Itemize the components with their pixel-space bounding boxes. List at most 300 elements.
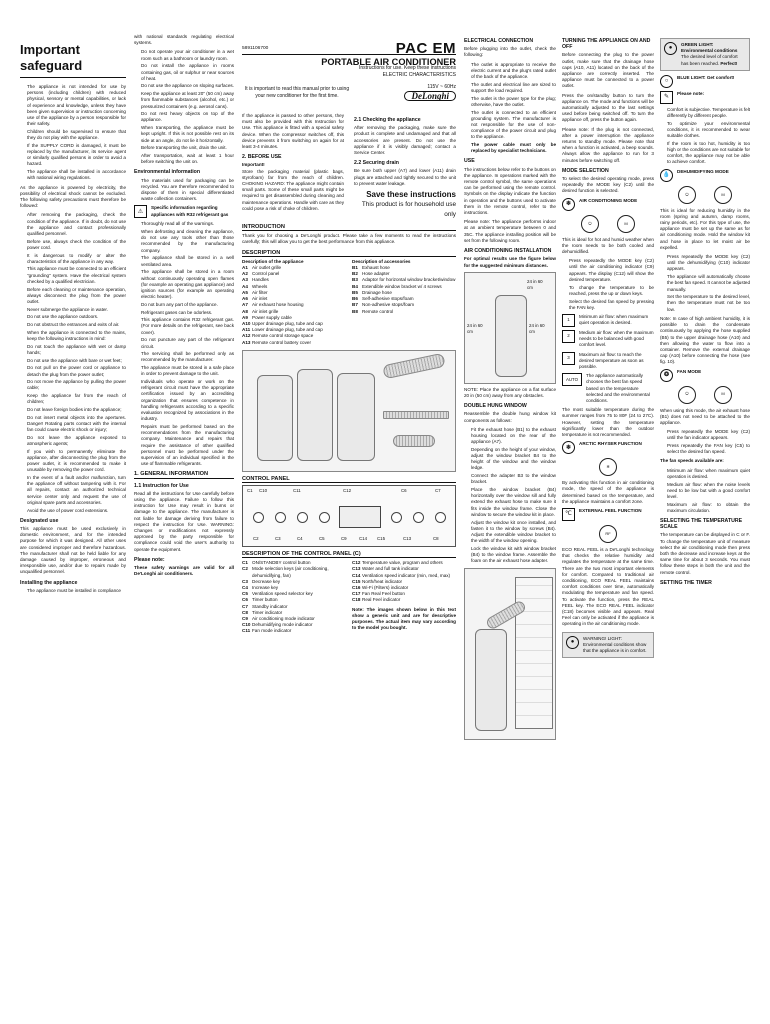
checking-title: 2.1 Checking the appliance	[354, 117, 421, 124]
item-code: C17	[352, 591, 361, 597]
item-label: Real Feel indicator	[362, 597, 401, 603]
warning-icon: ⚠	[134, 205, 147, 218]
double-hung-title: DOUBLE HUNG WINDOW	[464, 403, 527, 410]
item-code: C13	[352, 566, 361, 572]
list-item: • If the room is too hot, humidity is too high or the conditions are not suitable for comfort, the appliance may not be able to achieve comfort.	[667, 141, 750, 166]
list-item: • When defrosting and cleaning the appliance, do not use any tools other than those recommended by the manufacturing company.	[141, 229, 234, 254]
list-item: • Do not burn any part of the appliance.	[141, 302, 234, 308]
fan-list	[660, 429, 750, 455]
env-list	[134, 178, 234, 203]
manual-page	[20, 34, 750, 994]
list-item: • The materials used for packaging can be recycled. You are therefore recommended to dispose of them in special differentiated waste collection containers.	[141, 178, 234, 203]
panel-label: C5	[319, 535, 325, 541]
item-label: Self-adhesive stops/foam	[362, 296, 414, 302]
list-item: • If the SUPPLY CORD is damaged, it must be replaced by the manufacturer, its service agent or similarly qualified persons in order to avoid a hazard.	[27, 143, 126, 168]
list-item: • Fit the exhaust hose (B1) to the exhaust housing located on the rear of the appliance (A7).	[471, 427, 556, 446]
list-item: • Refrigerant gases can be odorless.	[141, 310, 234, 316]
list-item: • Medium air flow: when the noise levels need to be low but with a good comfort level.	[667, 482, 750, 501]
panel-description-title: DESCRIPTION OF THE CONTROL PANEL (C)	[242, 551, 456, 558]
paragraph: Before connecting the plug to the power outlet, make sure that the drainage hose caps (A10, A11) located on the back of the appliance are correctly inserted. The appliance must be connected to a power outlet.	[562, 52, 654, 89]
item-code: B7	[352, 302, 358, 308]
before-use-title: 2. BEFORE USE	[242, 154, 282, 161]
item-code: C16	[352, 584, 361, 590]
item-code: C12	[352, 560, 361, 566]
list-item: • The outlet and electrical line are sized to support the load required.	[471, 82, 556, 94]
unit-front-image	[257, 375, 293, 461]
list-item: • After removing the packaging, check the condition of the appliance. If in doubt, do not use the appliance and contact professionally qualified personnel.	[27, 212, 126, 237]
fan-speed-text: Maximum air flow: to reach the desired temperature as soon as possible.	[579, 351, 644, 369]
list-item: • The outlet is the power type for the plug; otherwise, have the outlet.	[471, 96, 556, 108]
installing-title: Installing the appliance	[20, 579, 78, 586]
item-label: Ventilation speed selector key	[252, 591, 313, 597]
item-label: Remote control	[362, 308, 394, 314]
item-label: Air inlet	[252, 296, 268, 302]
real-feel-title: EXTERNAL FEEL FUNCTION	[579, 507, 642, 513]
list-item: • The appliance shall be installed in accordance with national wiring regulations.	[27, 169, 126, 181]
list-item: • Children should be supervised to ensure that they do not play with the appliance.	[27, 129, 126, 141]
fan-speed-item	[562, 314, 654, 327]
light-indicator-icon: ●	[664, 42, 677, 55]
item-code: C15	[352, 578, 361, 584]
power-button-icon: ⏻	[678, 186, 696, 204]
panel-description-grid	[242, 560, 456, 634]
panel-button-icon	[253, 512, 264, 523]
item-label: Ventilation speed indicator (min, med, max)	[362, 572, 451, 578]
list-item: • Adjust the window kit once installed, and fasten it to the window by screws (B4). Adjust the extendible window bracket to the width of the window opening.	[471, 520, 556, 545]
fan-speed-icon: 1	[562, 314, 575, 327]
column-description	[242, 34, 456, 994]
unit-back-image	[337, 373, 375, 461]
note-icon: ✎	[660, 91, 673, 104]
designated-use-title: Designated use	[20, 517, 59, 524]
item-code: C5	[242, 591, 248, 597]
item-code: B3	[352, 277, 358, 283]
green-light-text: The desired level of comfort has been reached.	[681, 54, 738, 66]
list-item: • This appliance contains R32 refrigerant gas. (For more details on the refrigerant, see back cover).	[141, 317, 234, 336]
instructions-line: Instructions for use. Keep these instructions	[359, 65, 456, 72]
paragraph: Please note: The appliance performs indoor at an ambient temperature between 0 and 35C. The appliance installing position will be set from the following room.	[464, 219, 556, 243]
thermometer-icon: ℃	[562, 508, 575, 521]
item-label: ON/STANDBY control button	[252, 560, 311, 566]
list-item: • The power cable must only be replaced by specialist technicians.	[471, 142, 556, 154]
list-item: • Select the desired fan speed by pressing the FAN key.	[569, 299, 654, 311]
dehum-list	[660, 254, 750, 313]
item-label: Wi-Fi (Filters) indicator	[362, 584, 409, 590]
item-code: A8	[242, 308, 248, 314]
env-title: Environmental information	[134, 169, 201, 176]
item-code: A3	[242, 277, 248, 283]
list-item: • Do not move the appliance by pulling the power cable;	[27, 379, 126, 391]
paragraph: If the appliance is passed to other persons, they must also be provided with this Instruction for Use. This appliance is fitted with a special safety device. When the compressor switches off, this device prevents it from switching on again for at least 3-4 minutes.	[242, 113, 344, 150]
electrical-title: ELECTRICAL CONNECTION	[464, 38, 534, 44]
window-bracket-image	[383, 411, 449, 419]
item-label: Handles	[252, 277, 269, 283]
clearance-label: 24 in 60 cm	[529, 322, 545, 334]
paragraph: After removing the packaging, make sure the product is complete and undamaged and that all accessories are present. Do not use the appliance if it is visibly damaged; contact a Service Center.	[354, 125, 456, 156]
ac-mode-title: AIR CONDITIONING MODE	[579, 197, 638, 203]
fan-speed-icon: 3	[562, 352, 575, 365]
paragraph: This appliance must be used exclusively in domestic environment, and for the intended purpose for which it was designed. All other uses are considered improper and therefore hazardous. The manufacturer shall not be held liable for any damage caused by improper, erroneous and irresponsible use, and/or due to repairs made by unqualified personnel.	[20, 526, 126, 575]
item-label: Timer button	[252, 597, 278, 603]
fan-speed-list	[562, 314, 654, 404]
item-label: Air exhaust hose housing	[252, 302, 304, 308]
appliance-illustration	[242, 350, 456, 472]
r32-list	[134, 221, 234, 467]
item-label: Air filter	[252, 289, 268, 295]
ac-mode-header	[562, 198, 654, 211]
general-info-title: 1. GENERAL INFORMATION	[134, 471, 234, 478]
list-item: • Minimum air flow: when maximum quiet operation is desired.	[667, 468, 750, 480]
item-label: Remote control battery cover	[252, 339, 311, 345]
list-item: • After transportation, wait at least 1 hour before switching the unit on.	[141, 153, 234, 165]
list-item: • Do not insert metal objects into the apertures. Danger! Rotating parts contact with the internal fan could cause electric shock or injury;	[27, 415, 126, 434]
panel-label: C7	[435, 487, 441, 493]
snowflake-icon: ❄	[562, 198, 575, 211]
appliance-desc-title: Description of the appliance	[242, 258, 304, 264]
item-label: North/heat indicator	[362, 578, 403, 584]
model-code: 5891106700	[242, 46, 269, 51]
light-indicator-icon: ●	[566, 636, 579, 649]
item-label: Timer indicator	[252, 609, 283, 615]
paragraph: NOTE: Place the appliance on a flat surface 20 in (50 cm) away from any obstacles.	[464, 386, 556, 398]
paragraph: By activating this function in air conditioning mode, the speed of the appliance is determined based on the temperature, and the appliance maintains a comfort zone.	[562, 480, 654, 504]
securing-drain-title: 2.2 Securing drain	[354, 160, 399, 167]
accessory-item	[352, 309, 456, 315]
unit-side-image	[297, 369, 333, 461]
perfect-label: Perfect!	[720, 60, 738, 66]
panel-button-icon	[297, 512, 308, 523]
paragraph: The instructions below refer to the buttons on the appliance. In operations marked with the remote control symbol, the same operations can be performed using the remote control. Symbols on the display indicate the function in operation and the buttons used to activate them in the remote control, refer to the instructions.	[464, 166, 556, 216]
item-code: B2	[352, 271, 358, 277]
item-label: Air conditioning mode indicator	[252, 615, 315, 621]
item-code: A10	[242, 320, 251, 326]
panel-list-right	[352, 560, 456, 603]
blue-light-text: BLUE LIGHT: Get comfort!	[677, 74, 735, 80]
paragraph: Read all the instructions for Use carefully before using the appliance. Failure to follow this instruction for Use may result in burns or damage to the appliance. The manufacturer is not liable for damage deriving from failure to respect the instruction for Use. WARNING: Changes or modifications not expressly approved by the party responsible for compliance could void the user's authority to operate the equipment.	[134, 490, 234, 552]
item-label: Adaptor for horizontal window bracket/window	[362, 277, 456, 283]
column-operation	[562, 34, 654, 994]
item-code: A13	[242, 339, 251, 345]
clearance-diagram	[464, 272, 556, 384]
item-code: A1	[242, 265, 248, 271]
item-code: A9	[242, 314, 248, 320]
appliance-item	[242, 340, 346, 346]
list-item: • Do not leave the appliance exposed to atmospheric agents;	[27, 435, 126, 447]
item-label: Increase key	[252, 584, 279, 590]
item-code: B8	[352, 308, 358, 314]
timer-title: SETTING THE TIMER	[660, 579, 712, 586]
introduction-title: INTRODUCTION	[242, 224, 456, 231]
list-item: • Set the temperature to the desired level, then the temperature must not be too low.	[667, 294, 750, 313]
list-item: • Press repeatedly the MODE key (C2) until the fan indicator appears.	[667, 429, 750, 441]
item-code: C3	[242, 578, 248, 584]
safeguard-list-1	[20, 84, 126, 182]
brand-logo: DeLonghi	[404, 91, 456, 101]
panel-item	[242, 628, 346, 634]
household-note: This product is for household use only	[361, 201, 456, 219]
paragraph: As the appliance is powered by electricity, the possibility of electrical shock cannot be excluded. The following safety precautions must therefore be followed:	[20, 184, 126, 209]
item-label: Extendible window bracket w/ 4 screws	[362, 283, 442, 289]
item-code: A5	[242, 289, 248, 295]
list-item: • The appliance is not intended for use by persons (including children) with reduced physical, sensory or mental capabilities, or lack of experience and knowledge, unless they have been given supervision or instruction concerning use of the appliance by a person responsible for their safety.	[27, 84, 126, 127]
accessory-image	[393, 435, 435, 447]
item-label: Wheels	[252, 283, 268, 289]
list-item: • The outlet is connected to an efficient grounding system. The manufacturer is not responsible for the use of non-compliance of the power circuit and plug to the appliance.	[471, 110, 556, 141]
window-kit-list	[464, 427, 556, 565]
panel-label: C9	[341, 535, 347, 541]
arctic-title: ARCTIC RHYSER FUNCTION	[579, 441, 642, 447]
accessory-list	[352, 265, 456, 315]
control-panel-diagram	[242, 485, 456, 547]
list-item: • Before use, always check the condition of the power cord.	[27, 239, 126, 251]
item-label: Air outlet grille	[252, 265, 282, 271]
list-item: • When transporting, the appliance must be kept upright. If this is not possible rest on its side at an angle, do not lie it horizontally.	[141, 125, 234, 144]
dehum-header	[660, 169, 750, 182]
panel-label: C12	[343, 487, 352, 493]
ac-list	[562, 258, 654, 311]
column-safety-2	[134, 34, 234, 994]
list-item: • Do not touch the appliance with wet or damp hands;	[27, 344, 126, 356]
item-code: B5	[352, 289, 358, 295]
item-label: Remote control storage space	[252, 333, 314, 339]
paragraph: Note: In case of high ambient humidity, it is possible to drain the condensate continuously by applying the hose supplied (B5) to the upper drainage hose (A10) and then allowing the water to flow into a container. Remove the external drainage cap (A10) before connecting the hose (see fig. 10).	[660, 315, 750, 365]
arctic-button-icon: ❄	[599, 458, 617, 476]
list-item: • Do not leave foreign bodies into the appliance;	[27, 407, 126, 413]
list-item: • This appliance must be connected to an efficient "grounding" system. Have the electrical system checked by a qualified electrician.	[27, 266, 126, 285]
list-item: • The servicing shall be performed only as recommended by the manufacturer.	[141, 351, 234, 363]
item-code: C8	[242, 609, 248, 615]
fan-mode-title: FAN MODE	[677, 368, 702, 374]
list-item: • Do not install the appliance in rooms containing gas, oil or sulphur or near sources of heat.	[141, 63, 234, 82]
r32-title: Specific information regarding appliances with R32 refrigerant gas	[151, 205, 229, 217]
please-note-title: Please note:	[677, 90, 705, 96]
panel-list-left	[242, 560, 346, 634]
list-item: • Do not pull on the power cord or appliance to detach the plug from the power outlet;	[27, 365, 126, 377]
item-label: Exhaust hose	[362, 265, 390, 271]
panel-display	[339, 506, 381, 528]
item-label: Water and full tank indicator	[362, 566, 419, 572]
item-code: C6	[242, 597, 248, 603]
paragraph: Please note: If the plug is not connected, after a power interruption the appliance returns to standby mode. Please note that when a function is activated, a beep sounds. Always allow the appliance to run for 3 minutes before switching off.	[562, 126, 654, 163]
panel-label: C8	[433, 535, 439, 541]
item-label: Drainage hose	[362, 289, 392, 295]
list-item: • Do not rest heavy objects on top of the appliance.	[141, 111, 234, 123]
please-note-row	[660, 91, 750, 104]
item-label: Air inlet grille	[252, 308, 279, 314]
item-label: Temperature value, program and others	[362, 560, 443, 566]
list-item: • To optimize your environmental conditions, it is recommended to wear suitable clothes.	[667, 121, 750, 140]
paragraph: ECO REAL FEEL is a De'Longhi technology that checks the relative humidity and regulates the temperature at the same time. There are the two most important elements for comfort. Compared to traditional air conditioning, ECO REAL FEEL maintains comfort conditions over time, automatically modulating the temperature and fan speed. To activate the function, press the REAL FEEL key. The ECO REAL FEEL indicator (C18) becomes visible and appears. Real Feel can only be activated if the appliance is operating in the air conditioning mode.	[562, 546, 654, 627]
item-label: Fan mode indicator	[252, 628, 292, 634]
paragraph: Thank you for choosing a De'Longhi product. Please take a few moments to read the instructions carefully; this will allow you to get the best performance from this appliance.	[242, 233, 456, 245]
panel-label: C14	[359, 535, 368, 541]
green-light-box	[660, 38, 750, 71]
model-header	[242, 40, 456, 57]
item-code: C14	[352, 572, 361, 578]
list-item: • If you wish to permanently eliminate the appliance, after disconnecting the plug from the power outlet, it is recommended to make it unusable by removing the power cord.	[27, 449, 126, 474]
accessories-desc-title: Description of accessories	[352, 258, 411, 264]
appliance-list	[242, 265, 346, 346]
list-item: • Keep the appliance at least 20" (50 cm) away from flammable substances (alcohol, etc.) or pressurized containers (e.g. aerosol cans).	[141, 91, 234, 110]
read-notice: It is important to read this manual prior to using your new conditioner for the first time.	[244, 86, 350, 99]
panel-label: C4	[297, 535, 303, 541]
item-code: C18	[352, 597, 361, 603]
clearance-label: 24 in 60 cm	[467, 322, 483, 334]
safeguard-list-2	[20, 212, 126, 513]
warning-light-box	[562, 632, 654, 659]
droplet-icon: 💧	[660, 169, 673, 182]
panel-button-icon	[413, 512, 424, 523]
panel-label: C13	[403, 535, 412, 541]
item-code: A12	[242, 333, 251, 339]
paragraph: with national standards regulating electrical systems.	[134, 34, 234, 46]
fan-speed-text: Minimum air flow: when maximum quiet operation is desired.	[579, 313, 649, 326]
before-use-block	[242, 113, 456, 220]
fan-speeds-title: The fan speeds available are:	[660, 458, 724, 464]
paragraph: This is ideal for hot and humid weather when the room needs to be both cooled and dehumidified.	[562, 236, 654, 255]
list-item: • Repairs must be performed based on the recommendations from the manufacturing company. Maintenance and repairs that require the assistance of other qualified personnel must be performed under the supervision of an individual specified in the use of flammable refrigerants.	[141, 424, 234, 467]
item-code: C11	[242, 628, 251, 634]
list-item: • Connect the adapter B3 to the window bracket.	[471, 473, 556, 485]
blue-light-row	[660, 75, 750, 88]
column-modes	[660, 34, 750, 994]
item-label: Mode selection keys (air conditioning, dehumidifying, fan)	[252, 566, 329, 578]
item-code: A6	[242, 296, 248, 302]
item-label: Dehumidifying mode indicator	[252, 622, 313, 628]
on-off-title: TURNING THE APPLIANCE ON AND OFF	[562, 38, 651, 51]
list-item: • Do not operate your air conditioner in a wet room such as a bathroom or laundry room.	[141, 49, 234, 61]
list-item: • Press repeatedly the MODE key (C2) until the dehumidifying (C10) indicator appears.	[667, 254, 750, 273]
item-code: C7	[242, 603, 248, 609]
dehum-title: DEHUMIDIFYING MODE	[677, 168, 729, 174]
panel-item	[352, 597, 456, 603]
unit-clearance-image	[495, 295, 527, 377]
list-item: • The outlet is appropriate to receive the electric current and the plug's rated outlet of the back of the appliance.	[471, 62, 556, 81]
list-item: • Avoid the use of power cord extensions.	[27, 508, 126, 514]
mode-button-icon: M	[714, 186, 732, 204]
item-label: Non-adhesive stops/foam	[362, 302, 415, 308]
list-item: • Before transporting the unit, drain the unit.	[141, 145, 234, 151]
fan-speed-text: The appliance automatically chooses the best fan speed based on the temperature selected and the environmental conditions.	[586, 373, 650, 403]
list-item: • Do not use the appliance with bare or wet feet;	[27, 358, 126, 364]
real-feel-header	[562, 508, 654, 521]
description-title: DESCRIPTION	[242, 250, 456, 257]
unit-window-image	[475, 629, 507, 731]
item-code: A7	[242, 302, 248, 308]
voltage: 115V ~ 60Hz	[427, 84, 456, 91]
arctic-header	[562, 441, 654, 454]
real-feel-button-icon: RF	[599, 525, 617, 543]
snowflake-icon: ❄	[562, 441, 575, 454]
paragraph: When using this mode, the air exhaust hose (B1) does not need to be attached to the appliance.	[660, 407, 750, 425]
list-item: • Individuals who operate or work on the refrigerant circuit must have the appropriate certification issued by an accrediting organization that ensures competence in handling refrigerants according to a specific evaluation recognized by associations in the industry.	[141, 379, 234, 422]
item-label: Hose adapter	[362, 271, 390, 277]
paragraph: Store the packaging material (plastic bags, styrofoam) far from the reach of children. CHOKING HAZARD: The appliance might contain small parts. Some of these small parts might be required to get disassembled during cleaning and maintenance operations. Handle with care as they could pose a risk of choke of children.	[242, 168, 344, 211]
item-code: B6	[352, 296, 358, 302]
item-label: Upper drainage plug, tube and cap	[252, 320, 323, 326]
list-item: • Do not puncture any part of the refrigerant circuit.	[141, 337, 234, 349]
please-note-title: Please note:	[134, 556, 165, 563]
panel-label: C15	[377, 535, 386, 541]
exhaust-hose-image	[382, 352, 446, 379]
model-name: PAC EM	[395, 40, 456, 57]
panel-label: C2	[253, 535, 259, 541]
paragraph: The most suitable temperature during the summer ranges from 75 to 80F (24 to 27C). However, setting the temperature significantly lower than the outdoor temperature is not recommended.	[562, 407, 654, 437]
item-code: A11	[242, 327, 251, 333]
item-code: B1	[352, 265, 358, 271]
fan-button-illustration	[660, 386, 750, 404]
list-item: • The appliance shall be stored in a well ventilated area.	[141, 255, 234, 267]
fan-speed-item	[562, 373, 654, 404]
power-button-icon: ⏻	[581, 215, 599, 233]
fan-speed-item	[562, 352, 654, 371]
list-item: • Press repeatedly the FAN key (C5) to select the desired fan speed.	[667, 443, 750, 455]
important-label: Important!	[242, 162, 265, 168]
comfort-notes-list	[660, 107, 750, 166]
list-item: • Thoroughly read all of the warnings.	[141, 221, 234, 227]
paragraph: Press the on/standby button to turn the appliance on. The mode and functions will be automatically adjusted to the last settings used before being switched off. To turn the appliance off, press the button again.	[562, 92, 654, 123]
panel-label: C10	[259, 487, 268, 493]
list-item: • Lock the window kit with window bracket (B4) to the window frame. Assemble the foam on the air exhaust hose adapter.	[471, 546, 556, 565]
fan-speed-icon: 2	[562, 330, 575, 343]
paragraph: Be sure both upper (A7) and lower (A11) drain plugs are attached and tightly secured to the unit to prevent water leakage.	[354, 168, 456, 186]
fan-speed-icon: AUTO	[562, 373, 582, 386]
list-item: • When the appliance is connected to the mains, keep the following instructions in mind:	[27, 330, 126, 342]
panel-button-icon	[391, 512, 402, 523]
dehum-button-illustration	[660, 186, 750, 204]
product-title: PORTABLE AIR CONDITIONER	[321, 57, 456, 68]
panel-button-icon	[319, 512, 330, 523]
list-item: • The appliance shall be stored in a room without continuously operating open flames (for example an operating gas appliance) and ignition sources (for example an operating electric heater).	[141, 269, 234, 300]
item-code: A4	[242, 283, 248, 289]
item-label: Standby indicator	[252, 603, 288, 609]
clearance-label: 24 in 60 cm	[527, 278, 543, 290]
warning-light-text: WARNING! LIGHT: Environmental conditions show that the appliance is in comfort.	[583, 635, 647, 654]
list-item: • The appliance must be stored in a safe place in order to prevent damage to the unit.	[141, 365, 234, 377]
panel-note: Note: The images shown below in this text show a generic unit and are for descriptive purposes. The actual item may vary according to the model you bought.	[352, 606, 456, 631]
use-title: USE	[464, 158, 475, 165]
paragraph: To select the desired operating mode, press repeatedly the MODE key (C2) until the desired function is selected.	[562, 176, 654, 194]
item-code: C9	[242, 615, 248, 621]
list-item: • Never submerge the appliance in water.	[27, 307, 126, 313]
list-item: • Maximum air flow: to obtain the maximum circulation.	[667, 502, 750, 514]
control-panel-title: CONTROL PANEL	[242, 476, 456, 483]
list-item: • Before each cleaning or maintenance operation, always disconnect the plug from the power outlet.	[27, 287, 126, 306]
green-light-title: GREEN LIGHT: Environmental conditions	[681, 42, 738, 54]
description-grid	[242, 259, 456, 346]
safeguard-title: Important safeguard	[20, 42, 126, 78]
item-label: Lower drainage plug, tube and cap	[252, 327, 323, 333]
item-code: C1	[242, 560, 248, 566]
item-code: C10	[242, 622, 251, 628]
item-code: C4	[242, 584, 248, 590]
panel-label: C1	[247, 487, 253, 493]
list-item: • Depending on the height of your window, adjust the window bracket B4 to the height of the window and the window ledge.	[471, 447, 556, 472]
list-item: • The appliance will automatically choose the best fan speed. It cannot be adjusted manually.	[667, 274, 750, 293]
list-item: • Press repeatedly the MODE key (C2) until the air conditioning indicator (C9) appears. The display (C12) will show the desired temperature.	[569, 258, 654, 283]
install-list	[20, 588, 126, 594]
item-label: Power supply cable	[252, 314, 292, 320]
column-electrical	[464, 34, 556, 994]
panel-button-icon	[435, 512, 446, 523]
paragraph: Reassemble the double hung window kit components as follows:	[464, 411, 556, 423]
item-code: A2	[242, 271, 248, 277]
power-button-icon: ⏻	[678, 386, 696, 404]
list-item: • In the event of a fault and/or malfunction, turn the appliance off without tampering with it. For all repairs, contact an authorized technical service center only and request the use of original spare parts and accessories.	[27, 475, 126, 506]
light-indicator-icon: ○	[660, 75, 673, 88]
item-label: Fan Real Feel button	[362, 591, 405, 597]
fan-icon: ❂	[660, 369, 673, 382]
